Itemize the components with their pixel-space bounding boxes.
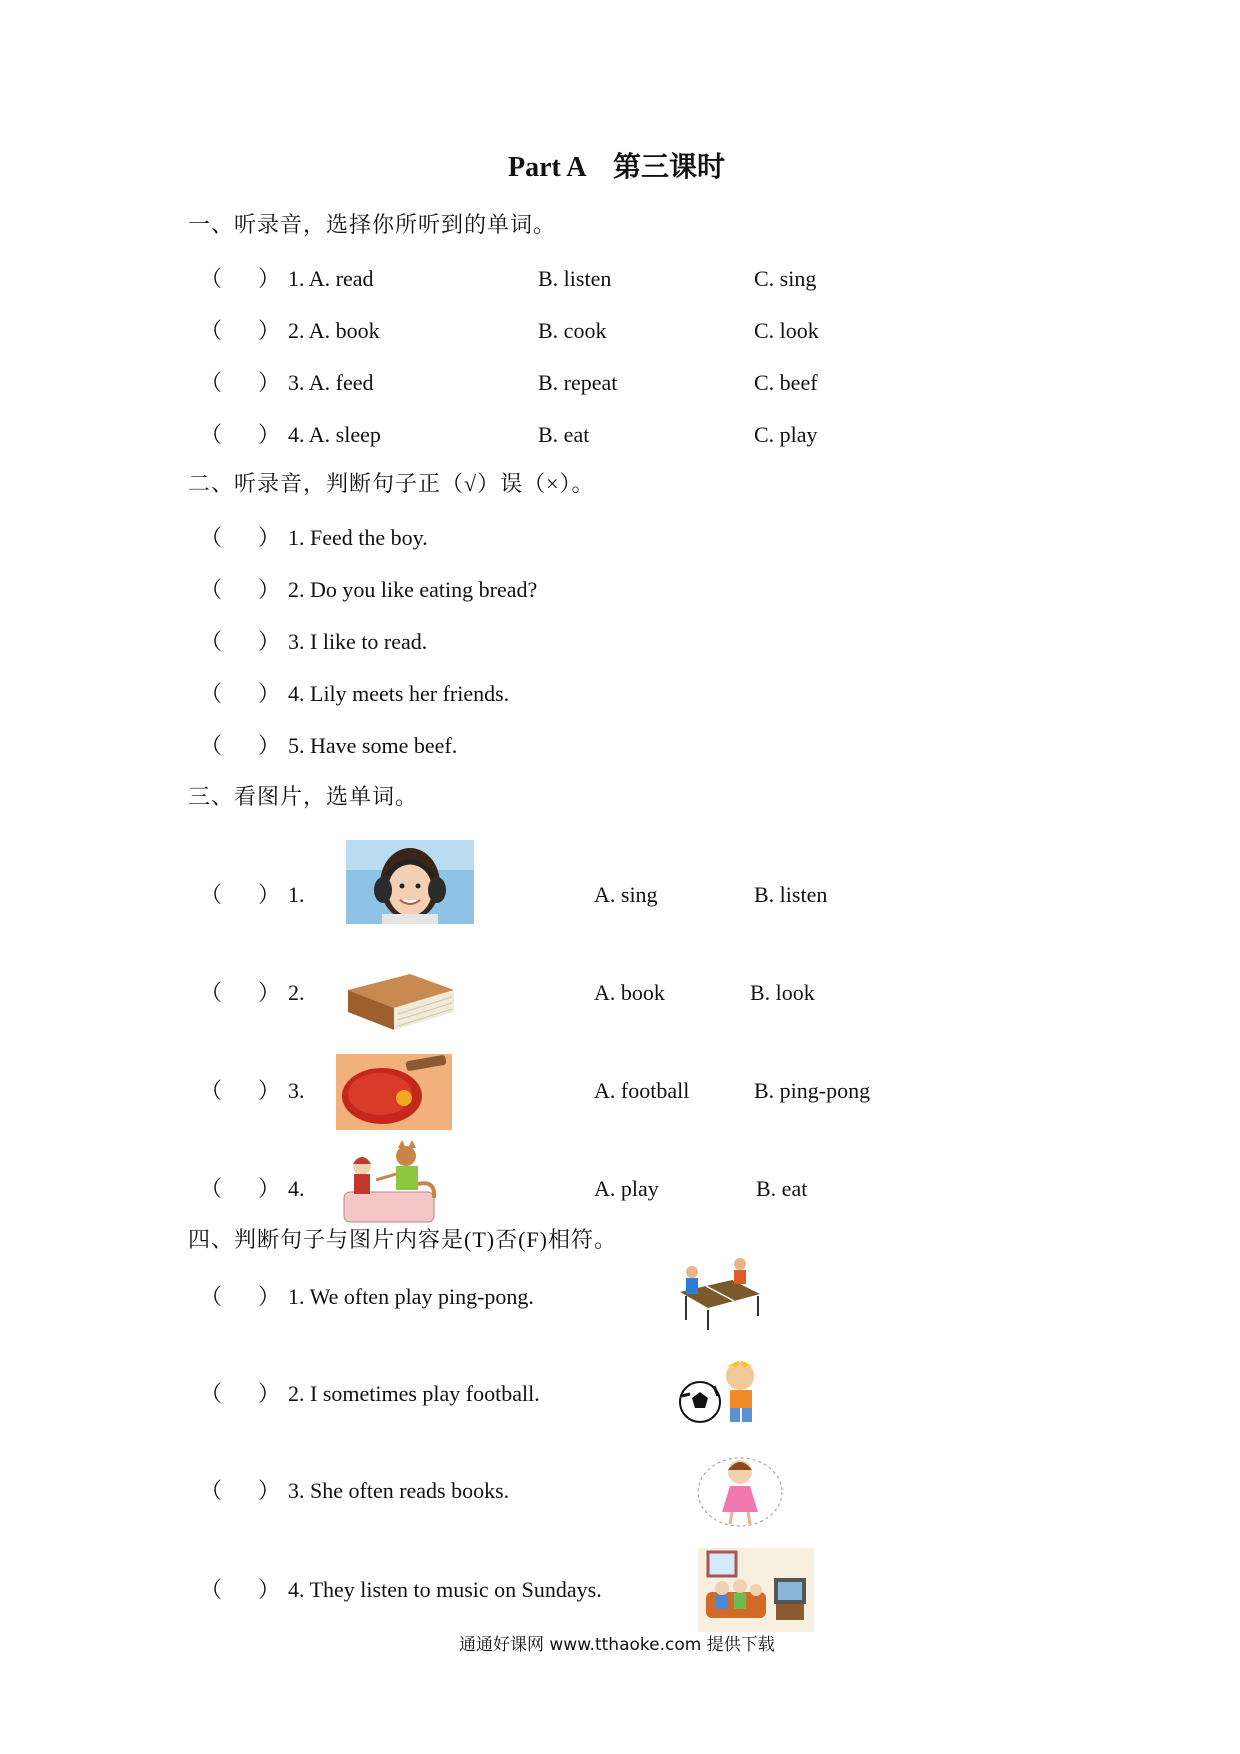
answer-paren-left: （ — [200, 1078, 223, 1103]
sentence-text: 5. Have some beef. — [288, 733, 458, 758]
option-c: C. look — [754, 318, 819, 343]
girl-headphones-picture — [346, 840, 474, 924]
answer-paren-right: ） — [258, 980, 281, 1005]
item-number: 3. — [288, 1078, 305, 1103]
answer-paren-right: ） — [258, 1478, 281, 1503]
family-tv-picture — [698, 1548, 814, 1632]
item-number: 4. — [288, 1176, 305, 1201]
page-title: Part A 第三课时 — [508, 152, 725, 183]
answer-paren-left: （ — [200, 525, 223, 550]
answer-paren-left: （ — [200, 1284, 223, 1309]
answer-paren-left: （ — [200, 422, 223, 447]
sentence-text: 3. I like to read. — [288, 629, 428, 654]
option-b: B. eat — [756, 1176, 808, 1201]
item-number: 1. — [288, 882, 305, 907]
answer-paren-right: ） — [258, 422, 281, 447]
sentence-text: 1. We often play ping-pong. — [288, 1284, 534, 1309]
option-c: C. sing — [754, 266, 817, 291]
option-a: A. football — [594, 1078, 690, 1103]
footer-source: 通通好课网 www.tthaoke.com 提供下载 — [459, 1635, 775, 1655]
option-c: C. play — [754, 422, 818, 447]
option-a: A. play — [594, 1176, 659, 1201]
answer-paren-left: （ — [200, 577, 223, 602]
book-picture — [340, 960, 462, 1042]
girl-jump-rope-picture — [690, 1452, 790, 1528]
answer-paren-right: ） — [258, 1381, 281, 1406]
section3-heading: 三、看图片，选单词。 — [188, 784, 419, 809]
answer-paren-left: （ — [200, 681, 223, 706]
ping-pong-paddle-picture — [336, 1054, 452, 1130]
item-number: 2. — [288, 980, 305, 1005]
option-c: C. beef — [754, 370, 818, 395]
section1-heading: 一、听录音，选择你所听到的单词。 — [188, 212, 557, 237]
option-a: A. book — [594, 980, 665, 1005]
ping-pong-table-picture — [672, 1254, 764, 1334]
sentence-text: 1. Feed the boy. — [288, 525, 428, 550]
answer-paren-right: ） — [258, 1577, 281, 1602]
answer-paren-left: （ — [200, 266, 223, 291]
sentence-text: 4. They listen to music on Sundays. — [288, 1577, 602, 1602]
sentence-text: 3. She often reads books. — [288, 1478, 510, 1503]
answer-paren-right: ） — [258, 577, 281, 602]
option-b: B. cook — [538, 318, 607, 343]
answer-paren-right: ） — [258, 882, 281, 907]
answer-paren-right: ） — [258, 629, 281, 654]
answer-paren-left: （ — [200, 980, 223, 1005]
answer-paren-left: （ — [200, 733, 223, 758]
option-a: 3. A. feed — [288, 370, 374, 395]
answer-paren-left: （ — [200, 1478, 223, 1503]
option-b: B. look — [750, 980, 815, 1005]
answer-paren-left: （ — [200, 1577, 223, 1602]
option-b: B. eat — [538, 422, 590, 447]
answer-paren-right: ） — [258, 681, 281, 706]
answer-paren-left: （ — [200, 1381, 223, 1406]
option-a: 2. A. book — [288, 318, 380, 343]
answer-paren-left: （ — [200, 1176, 223, 1201]
answer-paren-right: ） — [258, 266, 281, 291]
option-b: B. listen — [754, 882, 828, 907]
sentence-text: 2. I sometimes play football. — [288, 1381, 540, 1406]
answer-paren-right: ） — [258, 1284, 281, 1309]
answer-paren-left: （ — [200, 370, 223, 395]
answer-paren-left: （ — [200, 629, 223, 654]
sentence-text: 4. Lily meets her friends. — [288, 681, 510, 706]
answer-paren-right: ） — [258, 318, 281, 343]
option-a: 1. A. read — [288, 266, 374, 291]
answer-paren-right: ） — [258, 1176, 281, 1201]
boy-football-picture — [678, 1356, 774, 1428]
answer-paren-left: （ — [200, 882, 223, 907]
option-b: B. repeat — [538, 370, 618, 395]
answer-paren-right: ） — [258, 733, 281, 758]
answer-paren-right: ） — [258, 1078, 281, 1103]
option-a: A. sing — [594, 882, 658, 907]
option-a: 4. A. sleep — [288, 422, 381, 447]
option-b: B. ping-pong — [754, 1078, 871, 1103]
section4-heading: 四、判断句子与图片内容是(T)否(F)相符。 — [188, 1227, 617, 1252]
children-playing-picture — [336, 1140, 446, 1224]
answer-paren-right: ） — [258, 525, 281, 550]
section2-heading: 二、听录音，判断句子正（√）误（×）。 — [188, 471, 595, 496]
option-b: B. listen — [538, 266, 612, 291]
answer-paren-left: （ — [200, 318, 223, 343]
sentence-text: 2. Do you like eating bread? — [288, 577, 538, 602]
answer-paren-right: ） — [258, 370, 281, 395]
